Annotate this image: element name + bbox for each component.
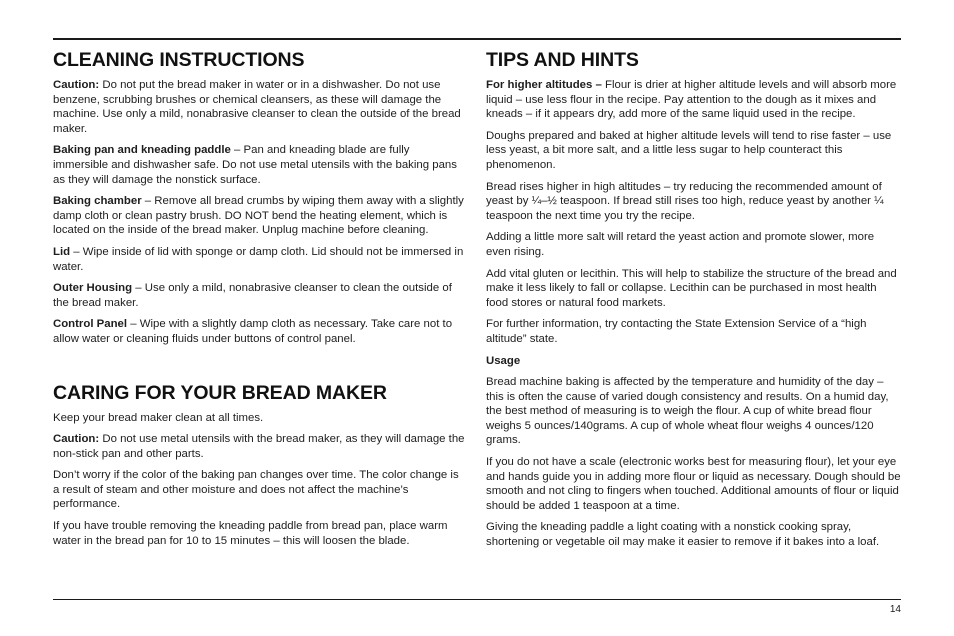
usage-heading: Usage [486,354,521,367]
cleaning-paragraph [53,143,467,187]
left-column [53,48,467,555]
caring-heading: CARING FOR YOUR BREAD MAKER [53,381,387,404]
right-column [486,48,901,557]
tips-paragraph: Add vital gluten or lecithin. This will help to stabilize the structure of the bread and make it less likely to fall or collapse. Lecithin can be purchased in most health food stores or natural food markets. [486,267,897,309]
paragraph-lead: Control Panel [53,318,128,331]
cleaning-paragraph [53,317,467,346]
top-rule [53,38,901,40]
caring-caution [53,432,467,461]
tips-paragraph: Adding a little more salt will retard the yeast action and promote slower, more even rising. [486,231,875,258]
caring-intro: Keep your bread maker clean at all times. [53,411,264,424]
paragraph-lead: Lid [53,245,71,258]
paragraph-text: Flour is drier at higher altitude levels and will absorb more liquid – use less flour in the recipe. Pay attention to the dough as it mixes and kneads – if it appears dry, add more of the same liquid used in the recipe. [486,79,897,121]
cleaning-paragraph [53,78,467,136]
paragraph-lead: Outer Housing [53,282,133,295]
paragraph-lead: Caution: [53,433,100,446]
altitude-paragraph [486,78,901,122]
paragraph-lead: Baking pan and kneading paddle [53,144,231,157]
paragraph-text: – Wipe with a slightly damp cloth as necessary. Take care not to allow water or cleaning fluids under buttons of control panel. [53,318,453,345]
usage-paragraph: Bread machine baking is affected by the temperature and humidity of the day – this is often the cause of varied dough consistency and results. On a humid day, the best method of measuring is to weigh the flour. A cup of white bread flour weighs 5 ounces/140grams. A cup of whole wheat flour weighs 4 ounces/120 grams. [486,376,889,447]
tips-heading: TIPS AND HINTS [486,49,639,71]
paragraph-text: Do not use metal utensils with the bread maker, as they will damage the non-stick pan and other parts. [53,433,465,460]
usage-paragraph: Giving the kneading paddle a light coating with a nonstick cooking spray, shortening or vegetable oil may make it easier to remove if it bakes into a loaf. [486,521,880,549]
paragraph-lead: Baking chamber [53,195,142,208]
paragraph-text: Do not put the bread maker in water or in a dishwasher. Do not use benzene, scrubbing brushes or chemical cleansers, as these will damage the machine. Use only a mild, nonabrasive cleanser to clean the outside of the bread maker. [53,79,461,135]
cleaning-paragraph [53,245,467,274]
paragraph-text: – Wipe inside of lid with sponge or damp cloth. Lid should not be immersed in water. [53,245,464,273]
cleaning-paragraph [53,194,467,238]
paragraph-lead: For higher altitudes – [486,79,602,91]
paragraph-text: – Remove all bread crumbs by wiping them away with a slightly damp cloth or clean pastry brush. DO NOT bend the heating element, which is located on the inside of the bread maker. Unplug machine before cleaning. [53,195,464,237]
usage-paragraph: If you do not have a scale (electronic works best for measuring flour), let your eye and hands guide you in adding more flour or liquid as necessary. Dough should be smooth and not cling to fingers when touched. Additional amounts of flour or liquid should be added 1 teaspoon at a time. [486,456,901,512]
bottom-rule [53,599,901,600]
caring-paragraph: If you have trouble removing the kneading paddle from bread pan, place warm water in the bread pan for 10 to 15 minutes – this will loosen the blade. [53,520,448,547]
caring-paragraph: Don’t worry if the color of the baking pan changes over time. The color change is a result of steam and other moisture and does not affect the machine’s performance. [53,469,459,511]
paragraph-lead: Caution: [53,79,100,91]
tips-paragraph: For further information, try contacting the State Extension Service of a “high altitude” state. [486,318,867,345]
tips-paragraph: Doughs prepared and baked at higher altitude levels will tend to rise faster – use less yeast, a bit more salt, and a little less sugar to help counteract this phenomenon. [486,129,892,171]
cleaning-paragraph [53,281,467,310]
paragraph-text: – Use only a mild, nonabrasive cleanser to clean the outside of the bread maker. [53,282,452,309]
page-number: 14 [889,604,901,615]
cleaning-instructions-heading: CLEANING INSTRUCTIONS [53,49,305,71]
paragraph-text: – Pan and kneading blade are fully immersible and dishwasher safe. Do not use metal utensils with the baking pans as they will damage the nonstick surface. [53,144,457,186]
tips-paragraph: Bread rises higher in high altitudes – try reducing the recommended amount of yeast by ¼–½ teaspoon. If bread still rises too high, reduce yeast by another ¼ teaspoon the next time you try the recipe. [486,180,884,222]
